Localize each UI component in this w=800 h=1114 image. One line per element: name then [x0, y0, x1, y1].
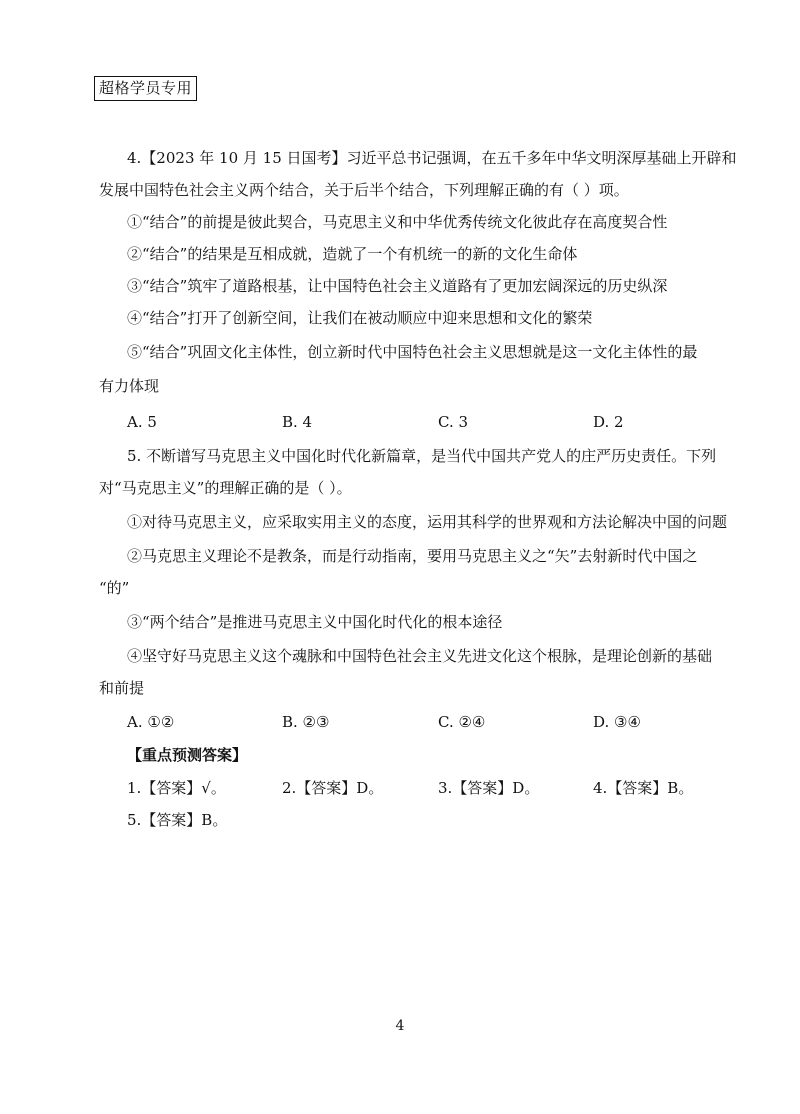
answer-2: 2.【答案】D。: [282, 779, 384, 797]
q4-statement-5-line-2: 有力体现: [99, 377, 160, 395]
q5-option-a: A. ①②: [127, 713, 175, 731]
q4-option-c: C. 3: [438, 413, 469, 431]
q5-stem-line-1: 5. 不断谱写马克思主义中国化时代化新篇章，是当代中国共产党人的庄严历史责任。下列: [127, 447, 717, 465]
q4-options-row: [127, 412, 701, 434]
q5-options-row: [127, 712, 701, 734]
q5-option-c: C. ②④: [438, 713, 486, 731]
q4-stem-line-1: 4.【2023 年 10 月 15 日国考】习近平总书记强调，在五千多年中华文明深厚基础上开辟和: [127, 149, 737, 167]
q4-statement-3: ③“结合”筑牢了道路根基，让中国特色社会主义道路有了更加宏阔深远的历史纵深: [127, 277, 668, 295]
answer-5: 5.【答案】B。: [127, 811, 228, 829]
q4-statement-4: ④“结合”打开了创新空间，让我们在被动顺应中迎来思想和文化的繁荣: [127, 309, 593, 327]
q4-option-b: B. 4: [282, 413, 313, 431]
q4-option-d: D. 2: [593, 413, 624, 431]
q5-statement-2-line-2: “的”: [99, 579, 130, 597]
q4-stem-line-2: 发展中国特色社会主义两个结合，关于后半个结合，下列理解正确的有（ ）项。: [99, 181, 629, 199]
q5-statement-1: ①对待马克思主义，应采取实用主义的态度，运用其科学的世界观和方法论解决中国的问题: [127, 513, 728, 531]
q5-statement-4-line-1: ④坚守好马克思主义这个魂脉和中国特色社会主义先进文化这个根脉，是理论创新的基础: [127, 647, 713, 665]
answers-heading: 【重点预测答案】: [127, 746, 248, 764]
answers-row-2: [127, 810, 701, 832]
student-only-stamp: 超格学员专用: [94, 76, 197, 101]
page-number: 4: [395, 1018, 405, 1034]
answer-1: 1.【答案】√。: [127, 779, 226, 797]
answers-row-1: [127, 778, 701, 800]
q4-option-a: A. 5: [127, 413, 157, 431]
q5-stem-line-2: 对“马克思主义”的理解正确的是（ ）。: [99, 479, 352, 497]
q5-statement-2-line-1: ②马克思主义理论不是教条，而是行动指南，要用马克思主义之“矢”去射新时代中国之: [127, 547, 698, 565]
q5-option-d: D. ③④: [593, 713, 641, 731]
q5-option-b: B. ②③: [282, 713, 330, 731]
q5-statement-4-line-2: 和前提: [99, 679, 145, 697]
q4-statement-1: ①“结合”的前提是彼此契合，马克思主义和中华优秀传统文化彼此存在高度契合性: [127, 213, 668, 231]
q4-statement-2: ②“结合”的结果是互相成就，造就了一个有机统一的新的文化生命体: [127, 245, 578, 263]
answer-4: 4.【答案】B。: [593, 779, 694, 797]
q5-statement-3: ③“两个结合”是推进马克思主义中国化时代化的根本途径: [127, 613, 503, 631]
answer-3: 3.【答案】D。: [438, 779, 540, 797]
q4-statement-5-line-1: ⑤“结合”巩固文化主体性，创立新时代中国特色社会主义思想就是这一文化主体性的最: [127, 343, 698, 361]
